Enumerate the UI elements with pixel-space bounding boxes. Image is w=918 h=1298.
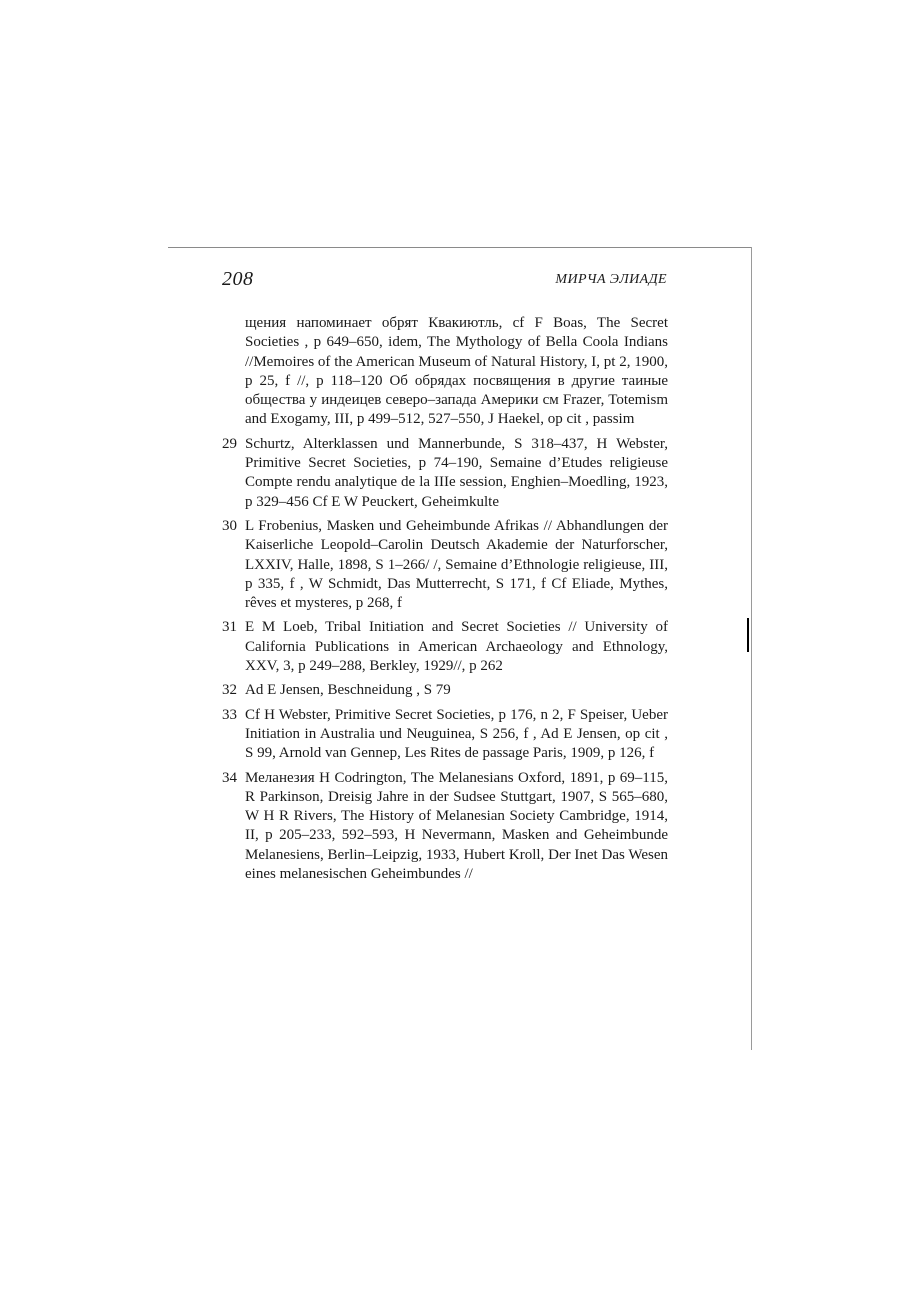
footnote-32 [222,681,668,700]
footnote-number: 31 [222,619,237,636]
footnote-29 [222,435,668,512]
footnote-number: 29 [222,435,237,452]
footnote-number: 33 [222,706,237,723]
footnote-continued [222,314,668,430]
running-title: МИРЧА ЭЛИАДЕ [555,272,667,287]
footnote-text: щения напоминает обрят Квакиютль, cf F Boas, The Secret Societies , p 649–650, idem, The Mythology of Bella Coola Indians //Memoires of the American Museum of Natural History, I, pt 2, 1900, p 25, f //, p 118–120 Об обрядах посвящения в другие таиные общества у индеицев северо–запада Америки см Frazer, Totemism and Exogamy, III, p 499–512, 527–550, J Haekel, op cit , passim [245,315,668,428]
footnote-31 [222,618,668,676]
page-right-edge [751,247,752,1050]
footnote-number: 32 [222,682,237,699]
footnote-text: L Frobenius, Masken und Geheimbunde Afrikas // Abhandlungen der Kaiserliche Leopold–Carolin Deutsch Akademie der Naturforscher, LXXIV, Halle, 1898, S 1–266/ /, Semaine d’Ethnologie religieuse, III, p 335, f , W Schmidt, Das Mutterrecht, S 171, f Cf Eliade, Mythes, rêves et mysteres, p 268, f [245,517,668,612]
footnote-text: Cf H Webster, Primitive Secret Societies, p 176, n 2, F Speiser, Ueber Initiation in Australia und Neuguinea, S 256, f , Ad E Jensen, op cit , S 99, Arnold van Gennep, Les Rites de passage Paris, 1909, p 126, f [245,706,668,762]
footnote-30 [222,517,668,613]
footnote-text: Schurtz, Alterklassen und Mannerbunde, S 318–437, H Webster, Primitive Secret Societies, p 74–190, Semaine d’Etudes religieuse Compte rendu analytique de la IIIe session, Enghien–Moedling, 1923, p 329–456 Cf E W Peuckert, Geheimkulte [245,435,668,510]
footnote-33 [222,706,668,764]
text-cursor-mark [747,618,749,652]
footnote-34 [222,769,668,885]
footnote-number: 30 [222,517,237,534]
footnote-text: E M Loeb, Tribal Initiation and Secret Societies // University of California Publications in American Archaeology and Ethnology, XXV, 3, p 249–288, Berkley, 1929//, p 262 [245,619,668,675]
footnotes-list [222,314,668,889]
page-number: 208 [222,268,254,290]
running-head [222,268,667,296]
footnote-text: Ad E Jensen, Beschneidung , S 79 [245,682,451,699]
footnote-text: Меланезия H Codrington, The Melanesians Oxford, 1891, p 69–115, R Parkinson, Dreisig Jahre in der Sudsee Stuttgart, 1907, S 565–680, W H R Rivers, The History of Melanesian Society Cambridge, 1914, II, p 205–233, 592–593, H Nevermann, Masken and Geheimbunde Melanesiens, Berlin–Leipzig, 1933, Hubert Kroll, Der Inet Das Wesen eines melanesischen Geheimbundes // [245,769,668,883]
page-top-rule [168,247,752,248]
footnote-number: 34 [222,769,237,786]
